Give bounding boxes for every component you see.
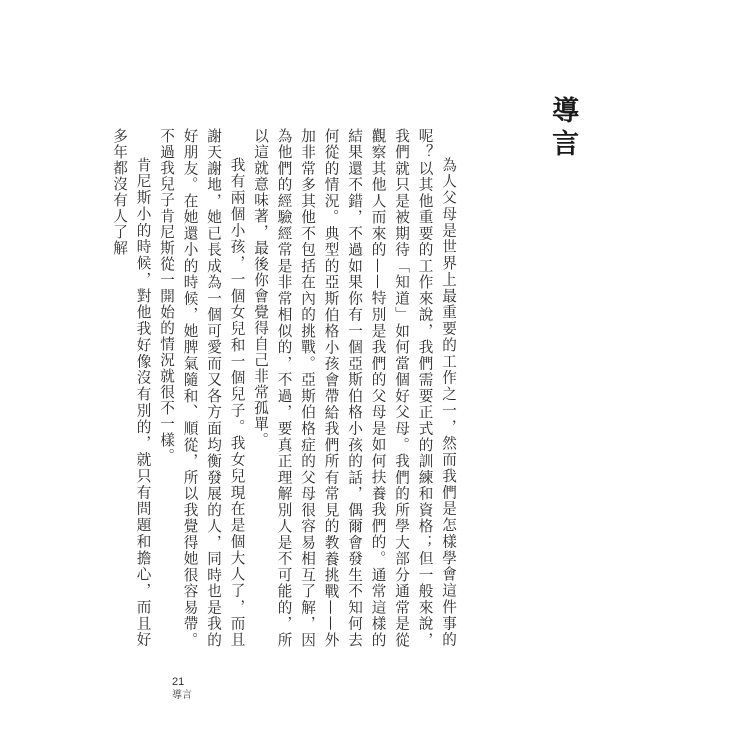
page-number: 21 <box>172 676 185 688</box>
paragraph: 我有兩個小孩，一個女兒和一個兒子。我女兒現在是個大人了，而且謝天謝地，她已長成為一個可愛而又各方面均衡發展的人，同時也是我的好朋友。在她還小的時候，她脾氣隨和、順從，所以我覺得她很容易帶。不過我兒子肯尼斯從一開始的情況就很不一樣。 <box>158 128 246 648</box>
body-text <box>108 128 461 648</box>
paragraph: 為人父母是世界上最重要的工作之一，然而我們是怎樣學會這件事的呢？以其他重要的工作來說，我們需要正式的訓練和資格；但一般來說，我們就只是被期待「知道」如何當個好父母。我們的所學大部分通常是從觀察其他人而來的——特別是我們的父母是如何扶養我們的。通常這樣的結果還不錯，不過如果你有一個亞斯伯格小孩的話，偶爾會發生不知何去何從的情況。典型的亞斯伯格小孩會帶給我們所有常見的教養挑戰——外加非常多其他不包括在內的挑戰。亞斯伯格症的父母很容易相互了解，因為他們的經驗經常是非常相似的，不過，要真正理解別人是不可能的，所以這就意味著，最後你會覺得自己非常孤單。 <box>252 128 457 648</box>
paragraph: 肯尼斯小的時候，對他我好像沒有別的，就只有問題和擔心，而且好多年都沒有人了解 <box>111 128 152 648</box>
running-head: 導言 <box>172 690 192 701</box>
chapter-title: 導言 <box>547 96 579 162</box>
page-footer <box>172 676 192 703</box>
